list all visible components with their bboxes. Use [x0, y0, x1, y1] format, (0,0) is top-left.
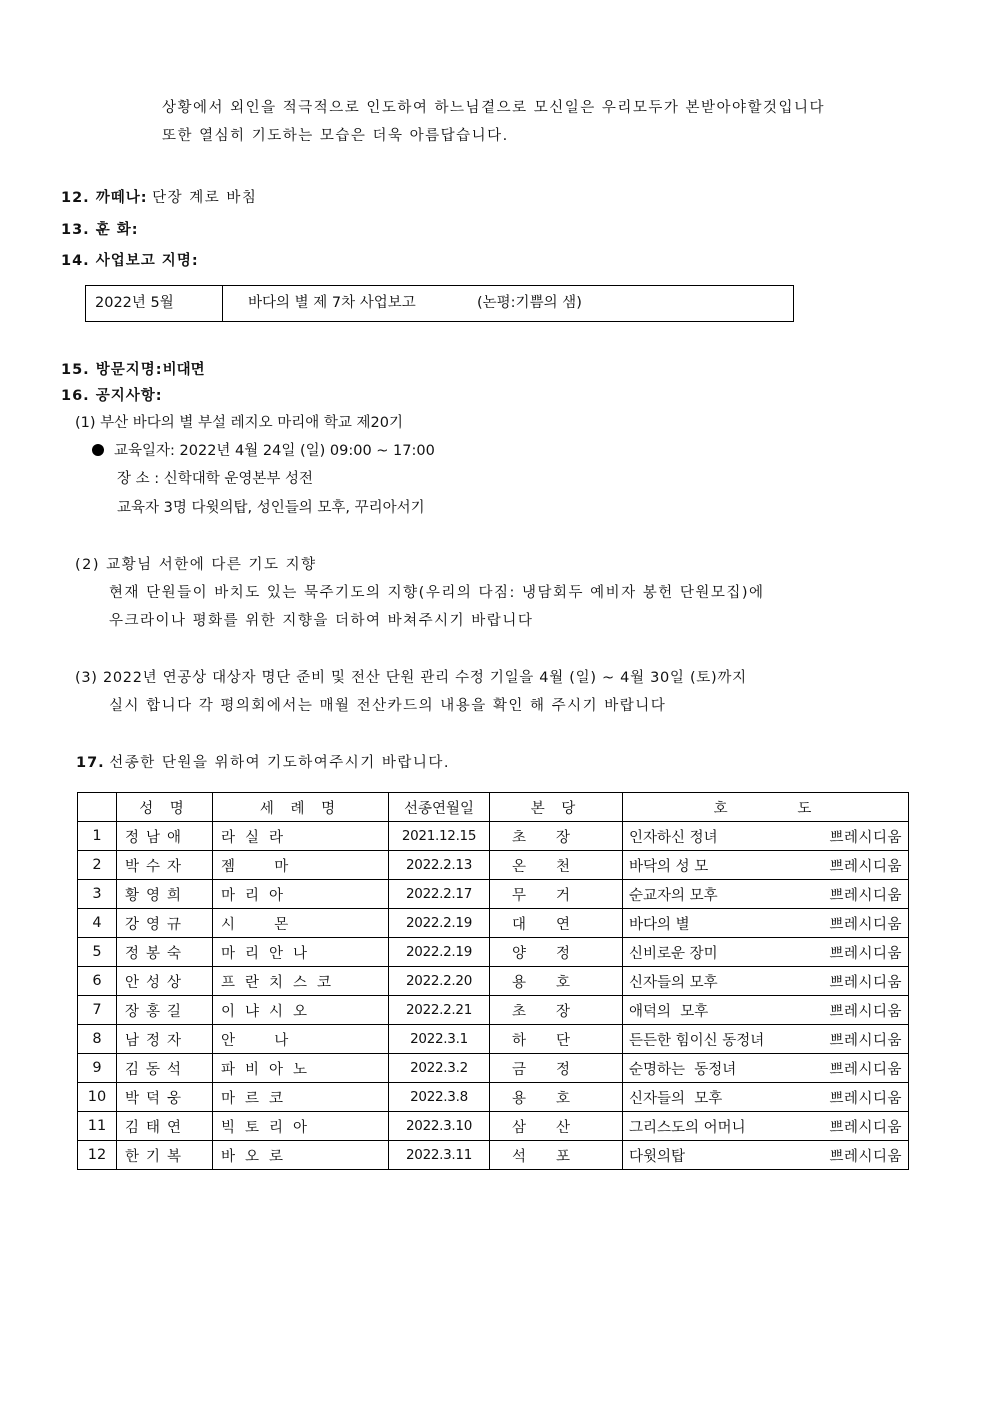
row-saint-name: 바오로: [213, 1141, 389, 1170]
row-praesidium: [623, 938, 909, 967]
row-praesidium: [623, 1083, 909, 1112]
row-saint-name: 라실라: [213, 822, 389, 851]
report-note: (논평:기쁨의 샘): [477, 295, 582, 311]
row-praesidium-title: 순명하는 동정녀: [629, 1061, 737, 1078]
row-praesidium: [623, 909, 909, 938]
item-12: [61, 186, 257, 207]
item-17: [76, 751, 450, 772]
row-number: 9: [78, 1054, 117, 1083]
row-saint-name: 마르코: [213, 1083, 389, 1112]
report-title: 바다의 별 제 7차 사업보고: [248, 295, 416, 311]
row-praesidium: [623, 822, 909, 851]
row-saint-name: 빅토리아: [213, 1112, 389, 1141]
row-praesidium-title: 그리스도의 어머니: [629, 1119, 746, 1136]
row-praesidium: [623, 880, 909, 909]
row-praesidium-title: 신비로운 장미: [629, 945, 718, 962]
row-praesidium-rank: 쁘레시디움: [829, 1032, 902, 1049]
notice-2-line-2: 우크라이나 평화를 위한 지향을 더하여 바쳐주시기 바랍니다: [109, 613, 534, 629]
deceased-members-table: [77, 792, 909, 1170]
row-parish: 대연: [490, 909, 623, 938]
row-praesidium-rank: 쁘레시디움: [829, 1090, 902, 1107]
table-row: [78, 1112, 909, 1141]
row-name: 정봉숙: [117, 938, 213, 967]
row-name: 남정자: [117, 1025, 213, 1054]
notice-3-line-2: 실시 합니다 각 평의회에서는 매월 전산카드의 내용을 확인 해 주시기 바랍니다: [109, 698, 667, 714]
item-15: [61, 358, 205, 379]
row-name: 김태연: [117, 1112, 213, 1141]
row-number: 11: [78, 1112, 117, 1141]
intro-line-2: 또한 열심히 기도하는 모습은 더욱 아름답습니다.: [162, 128, 509, 144]
row-praesidium-rank: 쁘레시디움: [829, 887, 902, 904]
bullet-icon: [92, 444, 104, 456]
table-header-row: [78, 793, 909, 822]
table-row: [78, 909, 909, 938]
item-17-label: 17.: [76, 755, 105, 771]
item-12-value: 단장 계로 바침: [152, 190, 258, 206]
row-saint-name: 안 나: [213, 1025, 389, 1054]
row-number: 12: [78, 1141, 117, 1170]
row-praesidium: [623, 851, 909, 880]
table-row: [78, 938, 909, 967]
row-parish: 삼산: [490, 1112, 623, 1141]
table-row: [78, 822, 909, 851]
row-praesidium-title: 다윗의탑: [629, 1148, 686, 1165]
table-row: [78, 1054, 909, 1083]
notice-1-heading: (1) 부산 바다의 별 부설 레지오 마리애 학교 제20기: [75, 415, 403, 431]
row-praesidium-title: 인자하신 정녀: [629, 829, 718, 846]
row-praesidium: [623, 996, 909, 1025]
row-death-date: 2022.2.21: [389, 996, 490, 1025]
table-row: [78, 1025, 909, 1054]
row-death-date: 2021.12.15: [389, 822, 490, 851]
row-praesidium-title: 순교자의 모후: [629, 887, 718, 904]
row-praesidium-title: 신자들의 모후: [629, 974, 718, 991]
row-praesidium-rank: 쁘레시디움: [829, 1003, 902, 1020]
row-saint-name: 마리안나: [213, 938, 389, 967]
report-date: 2022년 5월: [86, 286, 223, 321]
header-saint: 세 례 명: [213, 793, 389, 822]
row-praesidium-rank: 쁘레시디움: [829, 1148, 902, 1165]
row-parish: 초장: [490, 996, 623, 1025]
row-death-date: 2022.3.8: [389, 1083, 490, 1112]
row-death-date: 2022.2.19: [389, 909, 490, 938]
header-parish: 본 당: [490, 793, 623, 822]
notice-1-edu: 교육자 3명 다윗의탑, 성인들의 모후, 꾸리아서기: [117, 500, 425, 516]
row-parish: 용호: [490, 967, 623, 996]
row-praesidium-title: 바다의 별: [629, 916, 690, 933]
row-parish: 하단: [490, 1025, 623, 1054]
table-row: [78, 996, 909, 1025]
row-saint-name: 젬 마: [213, 851, 389, 880]
row-number: 8: [78, 1025, 117, 1054]
row-parish: 초장: [490, 822, 623, 851]
row-praesidium-rank: 쁘레시디움: [829, 829, 902, 846]
row-parish: 금정: [490, 1054, 623, 1083]
item-15-value: 비대면: [162, 362, 205, 378]
row-praesidium: [623, 1054, 909, 1083]
table-row: [78, 967, 909, 996]
row-praesidium-title: 든든한 힘이신 동정녀: [629, 1032, 765, 1049]
table-row: [78, 880, 909, 909]
table-row: [78, 851, 909, 880]
row-saint-name: 시 몬: [213, 909, 389, 938]
row-number: 7: [78, 996, 117, 1025]
row-saint-name: 프란치스코: [213, 967, 389, 996]
row-number: 4: [78, 909, 117, 938]
row-death-date: 2022.3.11: [389, 1141, 490, 1170]
row-number: 3: [78, 880, 117, 909]
row-praesidium-title: 애덕의 모후: [629, 1003, 709, 1020]
notice-3-line-1: (3) 2022년 연공상 대상자 명단 준비 및 전산 단원 관리 수정 기일을 4월 (일) ~ 4월 30일 (토)까지: [75, 670, 747, 686]
row-number: 1: [78, 822, 117, 851]
item-12-label: 12. 까떼나:: [61, 190, 148, 206]
row-praesidium-rank: 쁘레시디움: [829, 945, 902, 962]
row-name: 장홍길: [117, 996, 213, 1025]
row-name: 박수자: [117, 851, 213, 880]
notice-1-date: 교육일자: 2022년 4월 24일 (일) 09:00 ~ 17:00: [114, 443, 435, 459]
row-parish: 온천: [490, 851, 623, 880]
row-praesidium-rank: 쁘레시디움: [829, 974, 902, 991]
notice-1-date-row: [92, 439, 435, 460]
report-box: [85, 285, 794, 322]
row-death-date: 2022.3.1: [389, 1025, 490, 1054]
item-16-label: 16. 공지사항:: [61, 388, 163, 404]
row-praesidium-title: 신자들의 모후: [629, 1090, 723, 1107]
row-praesidium: [623, 1141, 909, 1170]
row-number: 2: [78, 851, 117, 880]
item-13-label: 13. 훈 화:: [61, 222, 139, 238]
intro-line-1: 상황에서 외인을 적극적으로 인도하여 하느님곁으로 모신일은 우리모두가 본받아야할것입니다: [162, 100, 826, 116]
row-parish: 양정: [490, 938, 623, 967]
row-name: 정남애: [117, 822, 213, 851]
header-title: 호 도: [623, 793, 909, 822]
row-death-date: 2022.2.20: [389, 967, 490, 996]
row-praesidium-title: 바닥의 성 모: [629, 858, 709, 875]
row-saint-name: 이냐시오: [213, 996, 389, 1025]
row-death-date: 2022.2.17: [389, 880, 490, 909]
row-number: 6: [78, 967, 117, 996]
row-name: 박덕웅: [117, 1083, 213, 1112]
row-parish: 용호: [490, 1083, 623, 1112]
row-death-date: 2022.3.10: [389, 1112, 490, 1141]
item-15-label: 15. 방문지명:: [61, 362, 163, 378]
header-name: 성 명: [117, 793, 213, 822]
row-praesidium-rank: 쁘레시디움: [829, 916, 902, 933]
row-number: 10: [78, 1083, 117, 1112]
row-name: 김동석: [117, 1054, 213, 1083]
row-death-date: 2022.3.2: [389, 1054, 490, 1083]
row-name: 황영희: [117, 880, 213, 909]
row-parish: 석포: [490, 1141, 623, 1170]
row-praesidium-rank: 쁘레시디움: [829, 1061, 902, 1078]
item-14-label: 14. 사업보고 지명:: [61, 253, 199, 269]
row-name: 한기복: [117, 1141, 213, 1170]
table-row: [78, 1141, 909, 1170]
table-row: [78, 1083, 909, 1112]
header-no: [78, 793, 117, 822]
row-name: 안성상: [117, 967, 213, 996]
row-parish: 무거: [490, 880, 623, 909]
row-praesidium: [623, 1025, 909, 1054]
row-death-date: 2022.2.19: [389, 938, 490, 967]
notice-2-line-1: 현재 단원들이 바치도 있는 묵주기도의 지향(우리의 다짐: 냉담회두 예비자 봉헌 단원모집)에: [109, 585, 765, 601]
notice-2-heading: (2) 교황님 서한에 다른 기도 지향: [75, 557, 317, 573]
row-praesidium-rank: 쁘레시디움: [829, 1119, 902, 1136]
row-saint-name: 파비아노: [213, 1054, 389, 1083]
row-name: 강영규: [117, 909, 213, 938]
row-praesidium-rank: 쁘레시디움: [829, 858, 902, 875]
item-17-text: 선종한 단원을 위하여 기도하여주시기 바랍니다.: [109, 755, 450, 771]
row-saint-name: 마리아: [213, 880, 389, 909]
header-date: 선종연월일: [389, 793, 490, 822]
notice-1-place: 장 소 : 신학대학 운영본부 성전: [117, 471, 314, 487]
row-death-date: 2022.2.13: [389, 851, 490, 880]
row-number: 5: [78, 938, 117, 967]
row-praesidium: [623, 1112, 909, 1141]
row-praesidium: [623, 967, 909, 996]
